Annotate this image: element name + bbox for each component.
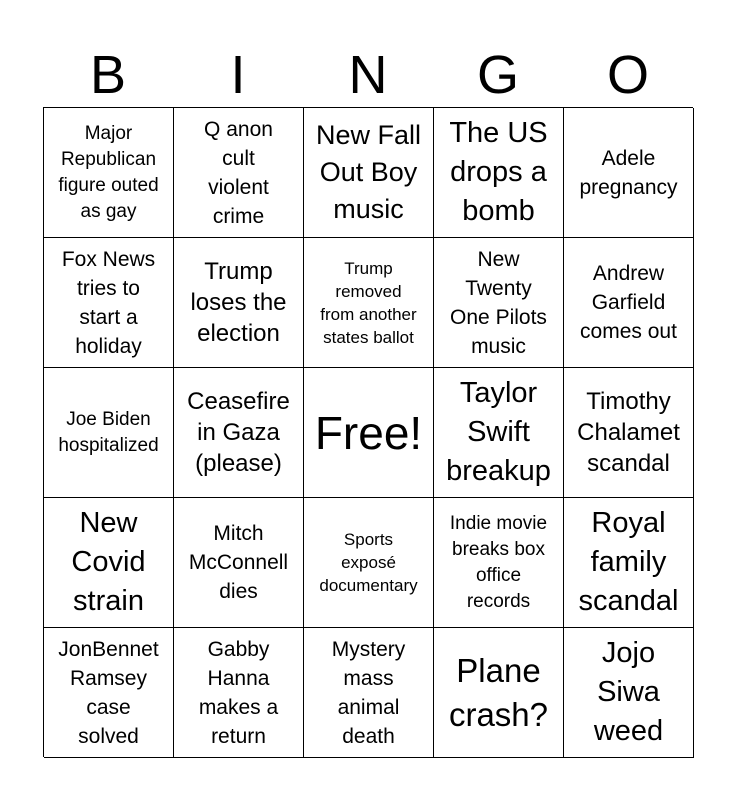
bingo-grid — [43, 107, 693, 757]
bingo-cell-r1-c3[interactable] — [304, 108, 434, 238]
cell-text: Andrew Garfield comes out — [580, 262, 677, 343]
bingo-cell-r3-c5[interactable] — [564, 368, 694, 498]
bingo-cell-r3-c2[interactable] — [174, 368, 304, 498]
header-letter-g: G — [476, 45, 519, 105]
cell-text: Ceasefire in Gaza (please) — [187, 388, 290, 477]
bingo-cell-r3-c1[interactable] — [44, 368, 174, 498]
cell-text: Mystery mass animal death — [331, 637, 406, 748]
bingo-cell-r2-c1[interactable] — [44, 238, 174, 368]
cell-text: Indie movie breaks box office records — [449, 512, 548, 612]
cell-text: Fox News tries to start a holiday — [61, 247, 156, 358]
cell-text: Gabby Hanna makes a return — [198, 637, 279, 748]
header-letter-i: I — [230, 45, 246, 105]
bingo-header — [43, 42, 693, 108]
cell-text: Mitch McConnell dies — [188, 522, 289, 603]
bingo-cell-r1-c2[interactable] — [174, 108, 304, 238]
bingo-cell-r2-c4[interactable] — [434, 238, 564, 368]
cell-text: Royal family scandal — [578, 507, 679, 617]
bingo-cell-r4-c2[interactable] — [174, 498, 304, 628]
bingo-cell-r4-c4[interactable] — [434, 498, 564, 628]
bingo-cell-r5-c1[interactable] — [44, 628, 174, 758]
bingo-cell-r4-c5[interactable] — [564, 498, 694, 628]
bingo-cell-r1-c4[interactable] — [434, 108, 564, 238]
bingo-cell-r2-c2[interactable] — [174, 238, 304, 368]
cell-text: Taylor Swift breakup — [446, 377, 551, 487]
bingo-cell-r4-c1[interactable] — [44, 498, 174, 628]
bingo-cell-free[interactable] — [304, 368, 434, 498]
cell-text: New Twenty One Pilots music — [450, 247, 547, 358]
cell-text: Adele pregnancy — [579, 146, 678, 199]
header-letter-o: O — [606, 45, 649, 105]
bingo-cell-r4-c3[interactable] — [304, 498, 434, 628]
cell-text: Plane crash? — [448, 651, 549, 733]
header-letter-b: B — [89, 45, 127, 105]
bingo-cell-r2-c5[interactable] — [564, 238, 694, 368]
bingo-cell-r5-c5[interactable] — [564, 628, 694, 758]
cell-text: The US drops a bomb — [449, 117, 548, 227]
bingo-cell-r1-c5[interactable] — [564, 108, 694, 238]
header-letter-n: N — [348, 45, 388, 105]
free-space-text: Free! — [314, 406, 423, 459]
cell-text: Q anon cult violent crime — [204, 117, 273, 228]
bingo-cell-r5-c4[interactable] — [434, 628, 564, 758]
cell-text: Jojo Siwa weed — [593, 637, 664, 747]
bingo-cell-r5-c3[interactable] — [304, 628, 434, 758]
cell-text: New Covid strain — [71, 507, 146, 617]
bingo-cell-r5-c2[interactable] — [174, 628, 304, 758]
cell-text: Trump loses the election — [190, 258, 287, 347]
bingo-cell-r1-c1[interactable] — [44, 108, 174, 238]
cell-text: Joe Biden hospitalized — [58, 408, 159, 456]
bingo-cell-r2-c3[interactable] — [304, 238, 434, 368]
cell-text: New Fall Out Boy music — [315, 120, 422, 224]
cell-text: Trump removed from another states ballot — [320, 258, 417, 347]
cell-text: Sports exposé documentary — [319, 530, 418, 595]
cell-text: JonBennet Ramsey case solved — [58, 637, 159, 748]
cell-text: Timothy Chalamet scandal — [577, 388, 680, 477]
cell-text: Major Republican figure outed as gay — [58, 122, 159, 222]
bingo-cell-r3-c4[interactable] — [434, 368, 564, 498]
